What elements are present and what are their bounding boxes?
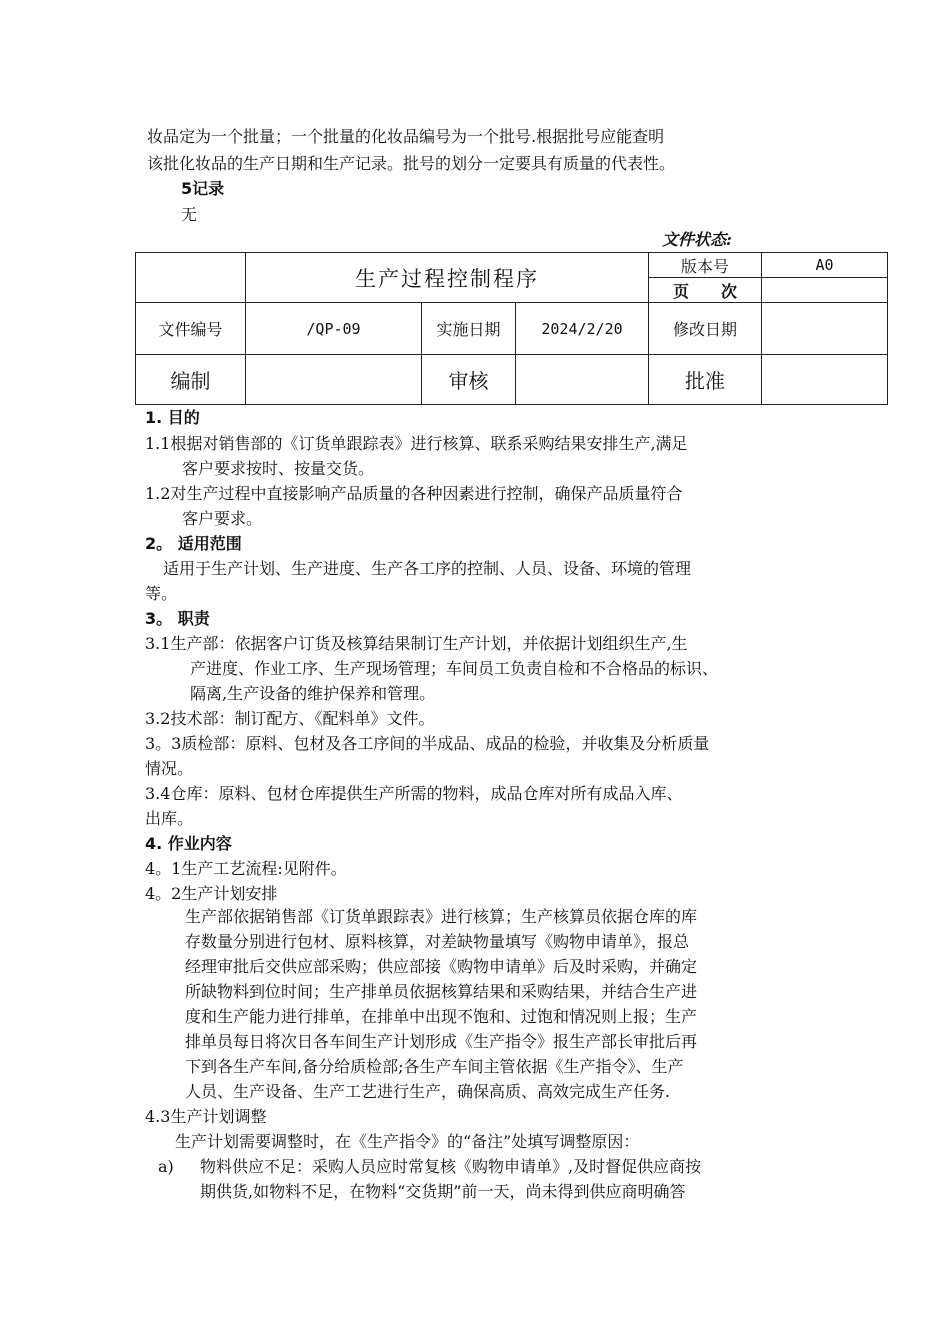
section-4-2-para-line-1: 生产部依据销售部《订货单跟踪表》进行核算；生产核算员依据仓库的库 xyxy=(185,907,698,926)
section-1-2-line-2: 客户要求。 xyxy=(182,509,263,528)
section-4-3: 4.3生产计划调整 xyxy=(145,1107,267,1126)
section-1-1-line-2: 客户要求按时、按量交货。 xyxy=(182,459,375,478)
prepared-value xyxy=(246,355,422,405)
records-heading: 5记录 xyxy=(181,179,225,198)
section-2-heading: 2。 适用范围 xyxy=(145,534,242,553)
version-label: 版本号 xyxy=(649,253,762,278)
revision-date-label: 修改日期 xyxy=(649,303,762,355)
section-4-3-a-line-2: 期供货,如物料不足，在物料“交货期”前一天，尚未得到供应商明确答 xyxy=(200,1182,686,1201)
intro-line-2: 该批化妆品的生产日期和生产记录。批号的划分一定要具有质量的代表性。 xyxy=(147,154,676,173)
header-blank-cell xyxy=(136,253,246,303)
section-2-line-2: 等。 xyxy=(145,584,178,603)
approved-value xyxy=(762,355,888,405)
section-1-1-line-1: 1.1根据对销售部的《订货单跟踪表》进行核算、联系采购结果安排生产,满足 xyxy=(145,434,688,453)
section-4-2-para-line-8: 人员、生产设备、生产工艺进行生产，确保高质、高效完成生产任务. xyxy=(185,1082,671,1101)
approved-label: 批准 xyxy=(649,355,762,405)
section-3-1-line-3: 隔离,生产设备的维护保养和管理。 xyxy=(190,684,436,703)
section-3-4-line-1: 3.4仓库：原料、包材仓库提供生产所需的物料，成品仓库对所有成品入库、 xyxy=(145,784,683,803)
section-4-2-para-line-4: 所缺物料到位时间；生产排单员依据核算结果和采购结果，并结合生产进 xyxy=(185,982,698,1001)
section-2-line-1: 适用于生产计划、生产进度、生产各工序的控制、人员、设备、环境的管理 xyxy=(163,559,692,578)
section-3-1-line-2: 产进度、作业工序、生产现场管理；车间员工负责自检和不合格品的标识、 xyxy=(190,659,719,678)
section-4-2-para-line-6: 排单员每日将次日各车间生产计划形成《生产指令》报生产部长审批后再 xyxy=(185,1032,698,1051)
section-4-2-para-line-5: 度和生产能力进行排单，在排单中出现不饱和、过饱和情况则上报；生产 xyxy=(185,1007,698,1026)
prepared-label: 编制 xyxy=(136,355,246,405)
section-4-2-para-line-2: 存数量分别进行包材、原料核算，对差缺物量填写《购物申请单》，报总 xyxy=(185,932,690,951)
section-4-3-a-line-1: 物料供应不足：采购人员应时常复核《购物申请单》,及时督促供应商按 xyxy=(200,1157,702,1176)
section-1-heading: 1. 目的 xyxy=(145,408,200,427)
records-text: 无 xyxy=(181,205,198,224)
section-3-heading: 3。 职责 xyxy=(145,609,210,628)
section-3-3-line-1: 3。3质检部：原料、包材及各工序间的半成品、成品的检验，并收集及分析质量 xyxy=(145,734,710,753)
section-3-2: 3.2技术部：制订配方、《配料单》文件。 xyxy=(145,709,435,728)
effective-date-value: 2024/2/20 xyxy=(516,303,649,355)
intro-line-1: 妆品定为一个批量；一个批量的化妆品编号为一个批号.根据批号应能查明 xyxy=(147,127,665,146)
reviewed-label: 审核 xyxy=(422,355,516,405)
revision-date-value xyxy=(762,303,888,355)
section-4-3-intro: 生产计划需要调整时，在《生产指令》的“备注”处填写调整原因： xyxy=(175,1132,640,1151)
document-header-table xyxy=(135,252,888,405)
section-3-4-line-2: 出库。 xyxy=(145,809,194,828)
section-4-2: 4。2生产计划安排 xyxy=(145,884,278,903)
version-value: A0 xyxy=(762,253,888,278)
page-value xyxy=(762,278,888,303)
file-status-label: 文件状态: xyxy=(662,230,732,249)
section-4-3-a-marker: a) xyxy=(158,1157,174,1176)
section-3-3-line-2: 情况。 xyxy=(145,759,194,778)
page-label: 页 次 xyxy=(649,278,762,303)
section-4-2-para-line-3: 经理审批后交供应部采购；供应部接《购物申请单》后及时采购，并确定 xyxy=(185,957,698,976)
document-title: 生产过程控制程序 xyxy=(246,253,649,303)
section-4-heading: 4. 作业内容 xyxy=(145,834,232,853)
effective-date-label: 实施日期 xyxy=(422,303,516,355)
reviewed-value xyxy=(516,355,649,405)
section-4-1: 4。1生产工艺流程:见附件。 xyxy=(145,859,347,878)
section-4-2-para-line-7: 下到各生产车间,备分给质检部;各生产车间主管依据《生产指令》、生产 xyxy=(185,1057,684,1076)
doc-no-value: /QP-09 xyxy=(246,303,422,355)
doc-no-label: 文件编号 xyxy=(136,303,246,355)
section-1-2-line-1: 1.2对生产过程中直接影响产品质量的各种因素进行控制，确保产品质量符合 xyxy=(145,484,683,503)
section-3-1-line-1: 3.1生产部：依据客户订货及核算结果制订生产计划，并依据计划组织生产,生 xyxy=(145,634,688,653)
